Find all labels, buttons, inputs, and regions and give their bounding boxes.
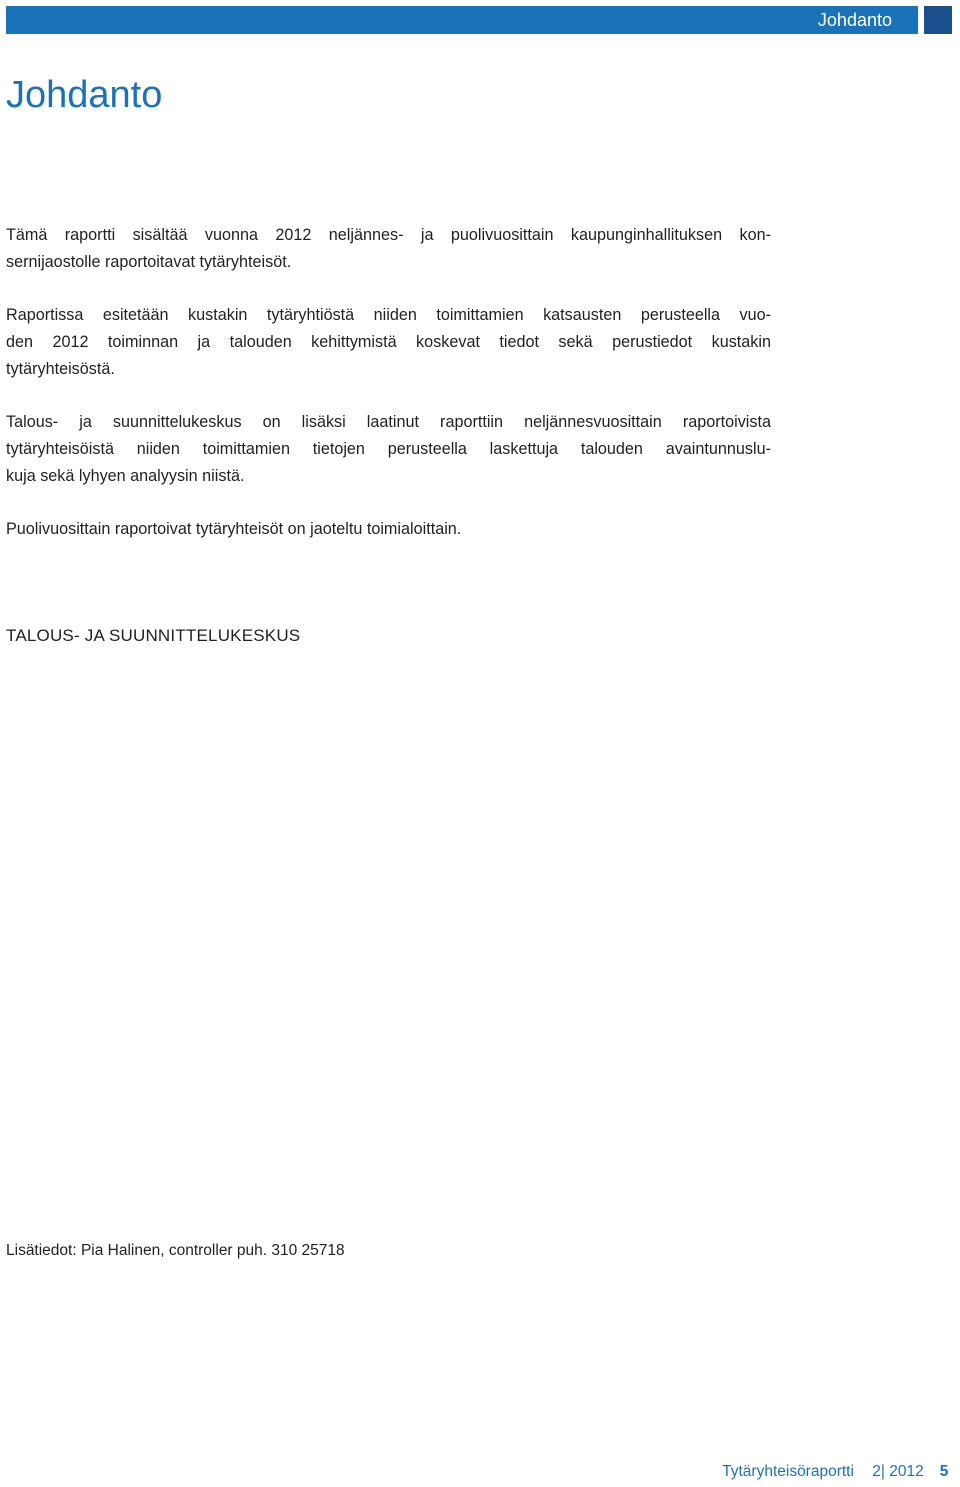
paragraph-intro xyxy=(6,222,771,276)
paragraph-content xyxy=(6,302,771,383)
paragraph-key-figures xyxy=(6,409,771,490)
contact-info: Lisätiedot: Pia Halinen, controller puh. 310 25718 xyxy=(6,1242,345,1259)
paragraph-line: Talous- ja suunnittelukeskus on lisäksi laatinut raporttiin neljännesvuosittain raportoivista xyxy=(6,413,771,431)
department-name: TALOUS- JA SUUNNITTELUKESKUS xyxy=(6,626,301,645)
paragraph-line: Tämä raportti sisältää vuonna 2012 neljännes- ja puolivuosittain kaupunginhallituksen kon- xyxy=(6,226,771,244)
header-bar xyxy=(6,6,918,34)
paragraph-line: tytäryhteisöstä. xyxy=(6,360,115,378)
page-number: 5 xyxy=(939,1463,949,1480)
section-label: Johdanto xyxy=(817,10,892,30)
paragraph-line: tytäryhteisöistä niiden toimittamien tietojen perusteella laskettuja talouden avaintunnuslu- xyxy=(6,440,771,458)
page-footer xyxy=(722,1458,960,1485)
footer-issue: 2| 2012 xyxy=(872,1463,924,1480)
paragraph-grouping xyxy=(6,516,771,543)
footer-report-name: Tytäryhteisöraportti xyxy=(722,1463,854,1480)
paragraph-line: den 2012 toiminnan ja talouden kehittymistä koskevat tiedot sekä perustiedot kustakin xyxy=(6,333,771,351)
paragraph-line: Raportissa esitetään kustakin tytäryhtiöstä niiden toimittamien katsausten perusteella vuo- xyxy=(6,306,771,324)
header-square-decoration xyxy=(924,6,952,34)
page-title: Johdanto xyxy=(6,74,163,116)
paragraph-line: sernijaostolle raportoitavat tytäryhteisöt. xyxy=(6,253,292,271)
paragraph-line: Puolivuosittain raportoivat tytäryhteisöt on jaoteltu toimialoittain. xyxy=(6,520,462,538)
paragraph-line: kuja sekä lyhyen analyysin niistä. xyxy=(6,467,245,485)
